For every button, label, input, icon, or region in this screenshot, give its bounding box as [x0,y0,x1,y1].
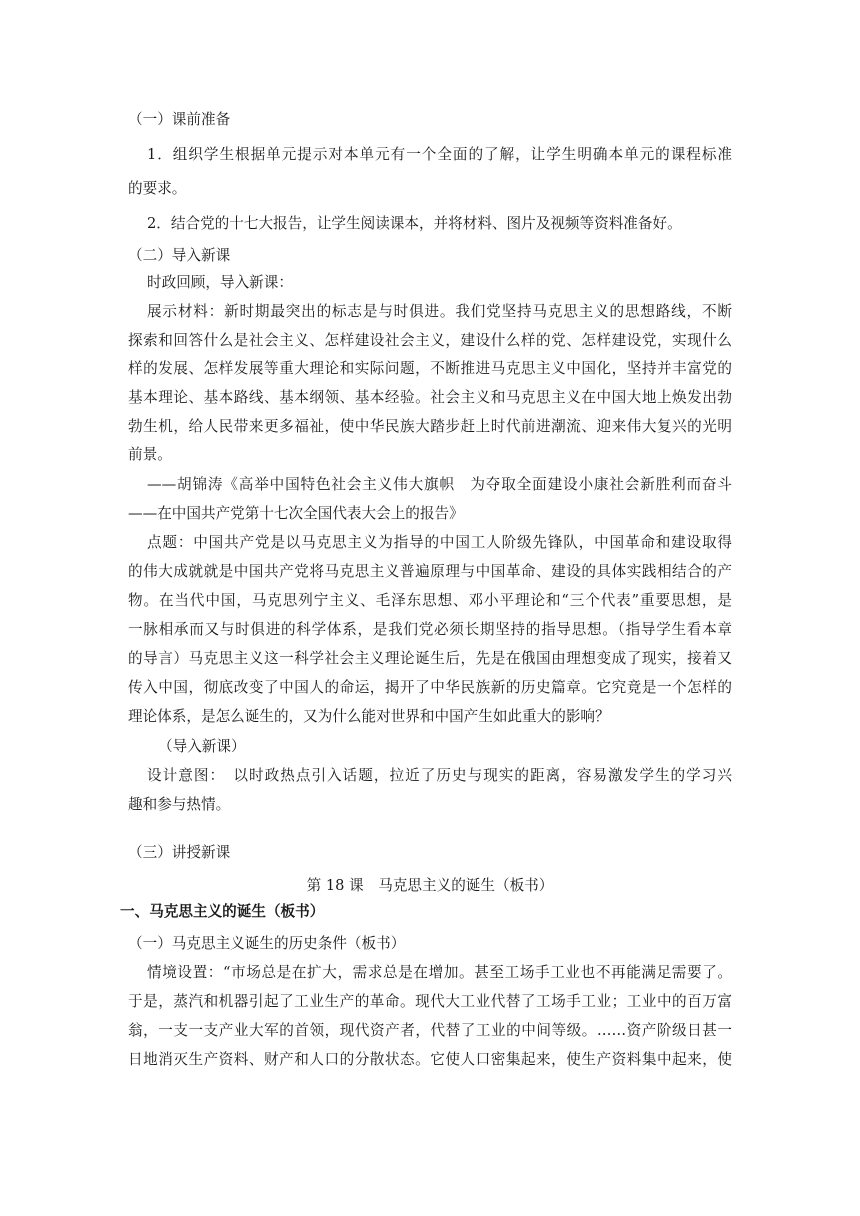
scene-line-4: 日地消灭生产资料、财产和人口的分散状态。它使人口密集起来，使生产资料集中起来，使 [128,1051,732,1068]
part-1-heading: 一、马克思主义的诞生（板书） [120,903,325,920]
source-line-2: ——在中国共产党第十七次全国代表大会上的报告》 [128,505,464,522]
material-line-2: 探索和回答什么是社会主义、怎样建设社会主义，建设什么样的党、怎样建设党，实现什么 [128,332,732,349]
intro-heading: （二）导入新课 [128,247,231,264]
material-line-5: 勃生机，给人民带来更多福祉，使中华民族大踏步赶上时代前进潮流、迎来伟大复兴的光明 [128,418,732,435]
prep-item-1-line-1: 1．组织学生根据单元提示对本单元有一个全面的了解，让学生明确本单元的课程标准 [147,146,732,163]
point-line-4: 一脉相承而又与时俱进的科学体系，是我们党必须长期坚持的指导思想。（指导学生看本章 [128,621,732,638]
intro-tag: （导入新课） [158,738,246,755]
scene-line-1: 情境设置：“市场总是在扩大，需求总是在增加。甚至工场手工业也不再能满足需要了。 [147,964,732,981]
scene-line-2: 于是，蒸汽和机器引起了工业生产的革命。现代大工业代替了工场手工业；工业中的百万富 [128,993,732,1010]
sub-1-heading: （一）马克思主义诞生的历史条件（板书） [128,935,406,952]
design-line-1: 设计意图： 以时政热点引入话题，拉近了历史与现实的距离，容易激发学生的学习兴 [147,767,732,784]
scene-line-3: 翁，一支一支产业大军的首领，现代资产者，代替了工业的中间等级。……资产阶级日甚一 [128,1022,732,1039]
point-line-2: 的伟大成就就是中国共产党将马克思主义普遍原理与中国革命、建设的具体实践相结合的产 [128,563,732,580]
prep-item-2: 2．结合党的十七大报告，让学生阅读课本，并将材料、图片及视频等资料准备好。 [147,215,682,232]
prep-item-1-line-2: 的要求。 [128,180,187,197]
material-line-1: 展示材料：新时期最突出的标志是与时俱进。我们党坚持马克思主义的思想路线，不断 [147,303,732,320]
source-line-1: ——胡锦涛《高举中国特色社会主义伟大旗帜 为夺取全面建设小康社会新胜利而奋斗 [147,476,732,493]
point-line-7: 理论体系，是怎么诞生的，又为什么能对世界和中国产生如此重大的影响？ [128,708,610,725]
material-line-4: 基本理论、基本路线、基本纲领、基本经验。社会主义和马克思主义在中国大地上焕发出勃 [128,389,732,406]
material-line-6: 前景。 [128,446,172,463]
point-line-5: 的导言）马克思主义这一科学社会主义理论诞生后，先是在俄国由理想变成了现实，接着又 [128,650,732,667]
design-line-2: 趣和参与热情。 [128,796,231,813]
point-line-3: 物。在当代中国，马克思列宁主义、毛泽东思想、邓小平理论和“三个代表”重要思想，是 [128,592,732,609]
prep-heading: （一）课前准备 [128,111,231,128]
intro-review: 时政回顾，导入新课： [147,274,293,291]
material-line-3: 样的发展、怎样发展等重大理论和实际问题，不断推进马克思主义中国化，坚持并丰富党的 [128,360,732,377]
lesson-title: 第 18 课 马克思主义的诞生（板书） [306,877,554,894]
point-line-6: 传入中国，彻底改变了中国人的命运，揭开了中华民族新的历史篇章。它究竟是一个怎样的 [128,679,732,696]
point-line-1: 点题：中国共产党是以马克思主义为指导的中国工人阶级先锋队，中国革命和建设取得 [147,534,732,551]
teach-heading: （三）讲授新课 [128,844,231,861]
